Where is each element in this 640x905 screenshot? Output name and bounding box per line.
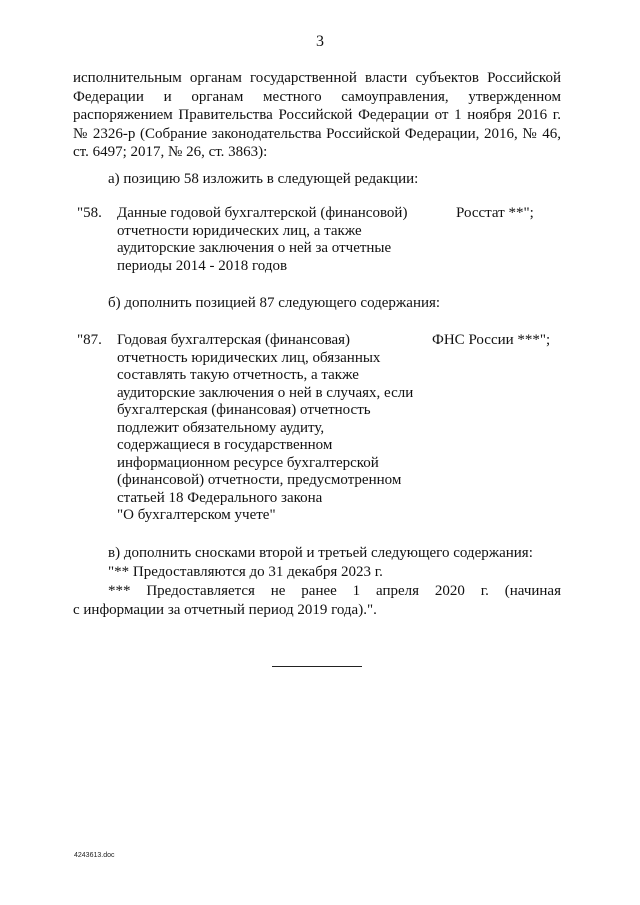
- position-87-line: информационном ресурсе бухгалтерской: [117, 454, 379, 471]
- position-58-agency: Росстат **";: [456, 205, 534, 221]
- footnote-2: "** Предоставляются до 31 декабря 2023 г.: [108, 564, 383, 580]
- position-87-line: Годовая бухгалтерская (финансовая): [117, 332, 351, 348]
- item-a: а) позицию 58 изложить в следующей редакции:: [108, 171, 419, 187]
- item-b: б) дополнить позицией 87 следующего содержания:: [108, 295, 441, 311]
- position-58-line: периоды 2014 - 2018 годов: [117, 257, 288, 274]
- position-87-line: составлять такую отчетность, а также: [117, 367, 359, 383]
- position-87-line: подлежит обязательному аудиту,: [117, 419, 325, 436]
- position-58-number: "58.: [77, 205, 102, 221]
- position-87-line: бухгалтерская (финансовая) отчетность: [117, 402, 371, 418]
- intro-line: распоряжением Правительства Российской Федерации от 1 ноября 2016 г.: [73, 107, 561, 123]
- position-58-line: отчетности юридических лиц, а также: [117, 222, 362, 239]
- intro-line: № 2326-р (Собрание законодательства Российской Федерации, 2016, № 46,: [73, 125, 561, 142]
- intro-line: Федерации и органам местного самоуправления, утвержденном: [73, 88, 561, 105]
- position-87-number: "87.: [77, 332, 102, 348]
- separator-line: [272, 666, 362, 667]
- intro-line: ст. 6497; 2017, № 26, ст. 3863):: [73, 144, 268, 160]
- position-87-agency: ФНС России ***";: [432, 332, 551, 348]
- item-c: в) дополнить сносками второй и третьей следующего содержания:: [108, 545, 533, 561]
- position-58-line: аудиторские заключения о ней за отчетные: [117, 240, 392, 256]
- intro-line: исполнительным органам государственной власти субъектов Российской: [73, 70, 561, 86]
- footnote-3-line: с информации за отчетный период 2019 года).".: [73, 601, 377, 618]
- position-87-line: "О бухгалтерском учете": [117, 507, 276, 523]
- footnote-3-line: *** Предоставляется не ранее 1 апреля 2020 г. (начиная: [108, 583, 561, 599]
- position-87-text: [117, 332, 427, 525]
- position-87-line: содержащиеся в государственном: [117, 437, 333, 453]
- document-id: 4243613.doc: [74, 852, 115, 859]
- position-87-line: (финансовой) отчетности, предусмотренном: [117, 472, 402, 488]
- position-58-text: [117, 205, 427, 275]
- intro-paragraph: [73, 69, 561, 162]
- position-87-line: статьей 18 Федерального закона: [117, 489, 323, 506]
- page-number: 3: [316, 33, 324, 50]
- position-58-line: Данные годовой бухгалтерской (финансовой): [117, 205, 408, 221]
- footnote-3: [73, 582, 561, 619]
- position-87-line: отчетность юридических лиц, обязанных: [117, 349, 381, 366]
- position-87-line: аудиторские заключения о ней в случаях, если: [117, 384, 414, 401]
